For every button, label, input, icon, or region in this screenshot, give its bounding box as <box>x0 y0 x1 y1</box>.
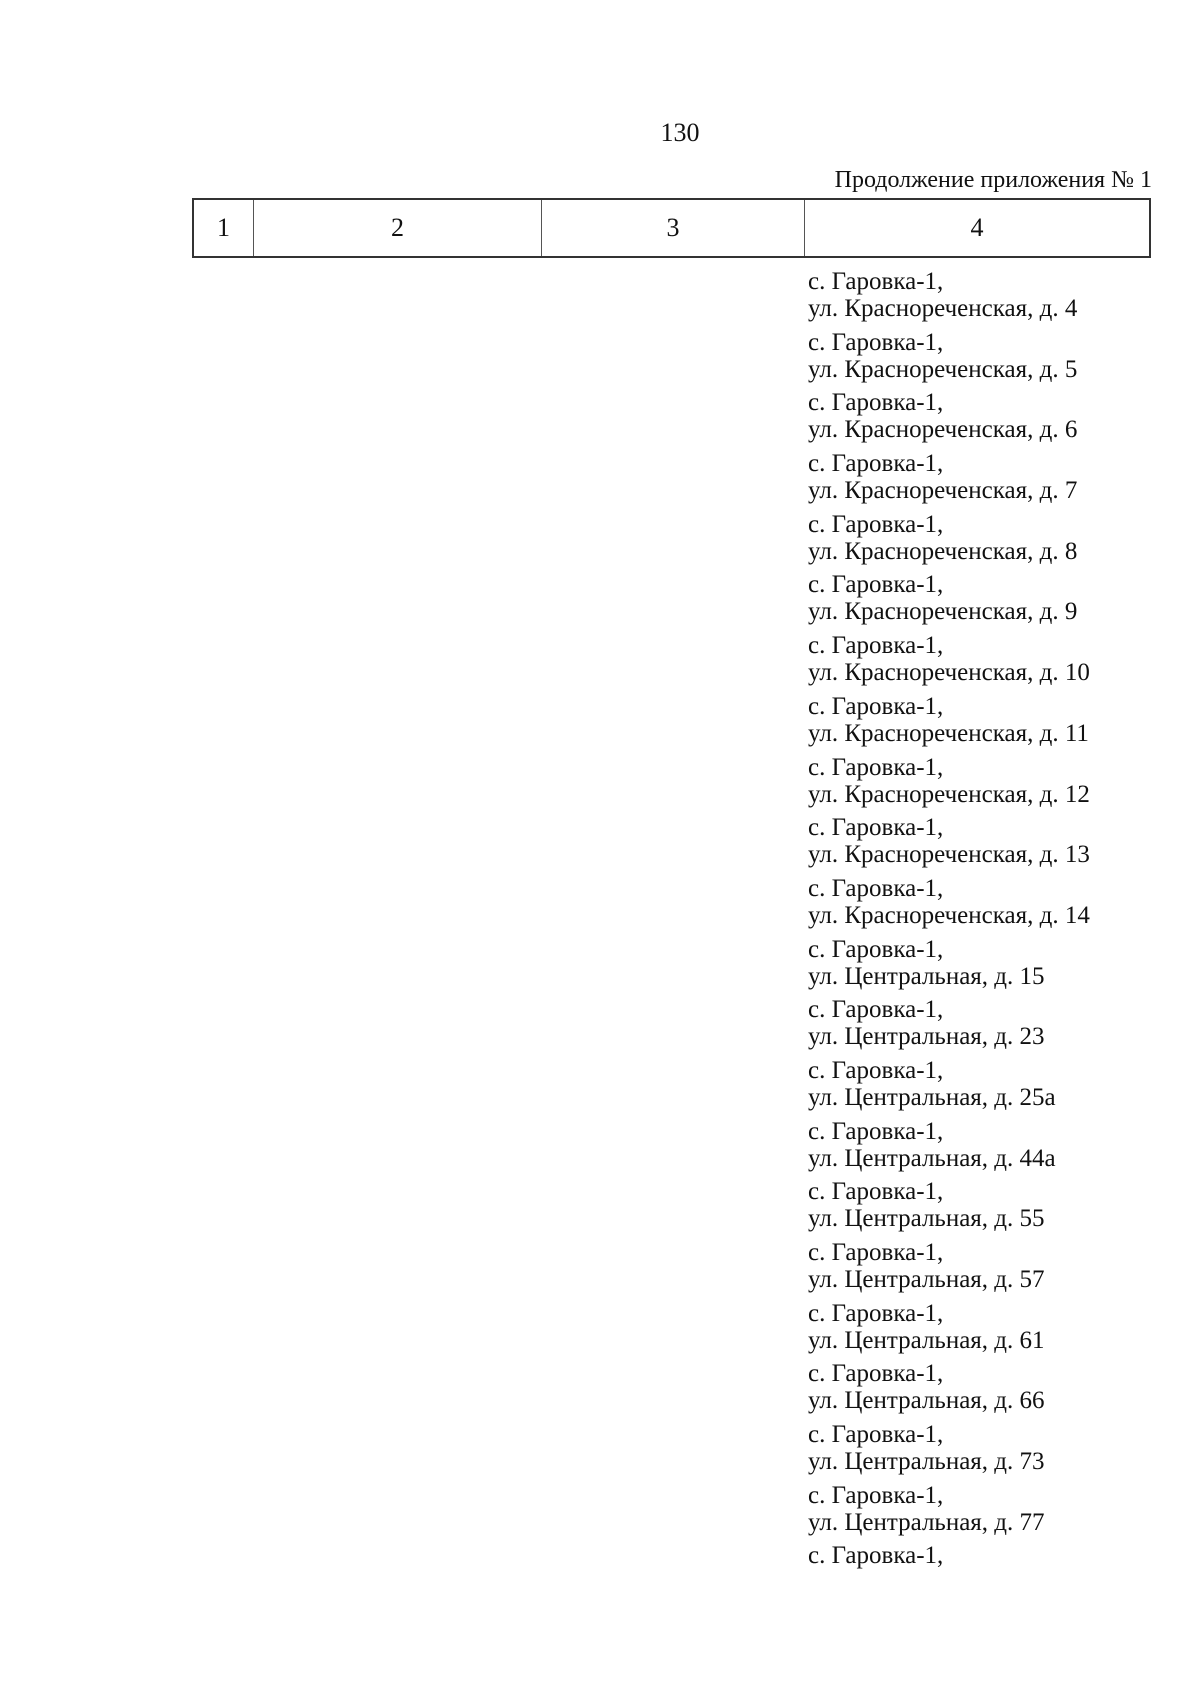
table-header <box>192 198 1151 258</box>
address-settlement: с. Гаровка-1, <box>808 1239 944 1266</box>
address-street: ул. Краснореченская, д. 12 <box>808 780 1090 808</box>
address-street: ул. Центральная, д. 66 <box>808 1387 1045 1415</box>
list-item <box>808 511 1168 572</box>
address-settlement: с. Гаровка-1, <box>808 1117 944 1145</box>
address-street: ул. Краснореченская, д. 7 <box>808 477 1078 505</box>
list-item <box>808 389 1168 450</box>
address-settlement: с. Гаровка-1, <box>808 328 944 356</box>
list-item <box>808 936 1168 997</box>
address-street: ул. Центральная, д. 61 <box>808 1326 1045 1354</box>
address-street: ул. Краснореченская, д. 5 <box>808 355 1078 383</box>
address-settlement: с. Гаровка-1, <box>808 1481 944 1509</box>
address-street: ул. Центральная, д. 25а <box>808 1083 1056 1111</box>
address-street: ул. Центральная, д. 73 <box>808 1448 1045 1476</box>
address-settlement: с. Гаровка-1, <box>808 268 944 295</box>
list-item <box>808 1482 1168 1543</box>
column-header-2: 2 <box>254 200 542 256</box>
address-street: ул. Краснореченская, д. 14 <box>808 901 1090 929</box>
address-settlement: с. Гаровка-1, <box>808 1542 944 1570</box>
address-street: ул. Центральная, д. 23 <box>808 1023 1045 1051</box>
address-settlement: с. Гаровка-1, <box>808 692 944 720</box>
list-item <box>808 450 1168 511</box>
address-settlement: с. Гаровка-1, <box>808 389 944 417</box>
list-item <box>808 1421 1168 1482</box>
address-settlement: с. Гаровка-1, <box>808 996 944 1024</box>
list-item <box>808 1542 1168 1603</box>
address-settlement: с. Гаровка-1, <box>808 571 944 599</box>
address-street: ул. Краснореченская, д. 6 <box>808 416 1078 444</box>
address-street: ул. Краснореченская, д. 9 <box>808 598 1078 626</box>
address-street: ул. Краснореченская, д. 4 <box>808 295 1078 322</box>
address-settlement: с. Гаровка-1, <box>808 935 944 963</box>
address-street: ул. Краснореченская, д. 11 <box>808 719 1089 747</box>
page-number: 130 <box>660 118 700 147</box>
column-header-4: 4 <box>970 213 984 242</box>
address-settlement: с. Гаровка-1, <box>808 1299 944 1327</box>
address-street: ул. Краснореченская, д. 13 <box>808 841 1090 869</box>
address-settlement: с. Гаровка-1, <box>808 450 944 478</box>
address-street: ул. Центральная, д. 57 <box>808 1266 1045 1293</box>
column-header-3: 3 <box>542 200 805 256</box>
list-item <box>808 1360 1168 1421</box>
list-item <box>808 1057 1168 1118</box>
list-item <box>808 571 1168 632</box>
address-settlement: с. Гаровка-1, <box>808 1056 944 1084</box>
list-item <box>808 996 1168 1057</box>
address-street: ул. Краснореченская, д. 8 <box>808 537 1078 565</box>
address-settlement: с. Гаровка-1, <box>808 1178 944 1206</box>
list-item <box>808 632 1168 693</box>
list-item <box>808 814 1168 875</box>
column-header-1: 1 <box>194 200 254 256</box>
address-street: ул. Центральная, д. 77 <box>808 1508 1045 1536</box>
address-settlement: с. Гаровка-1, <box>808 753 944 781</box>
list-item <box>808 875 1168 936</box>
address-list <box>808 268 1168 1603</box>
address-settlement: с. Гаровка-1, <box>808 874 944 902</box>
address-street: ул. Центральная, д. 15 <box>808 962 1045 990</box>
list-item <box>808 1118 1168 1179</box>
continuation-label: Продолжение приложения № 1 <box>834 167 1152 193</box>
address-street: ул. Центральная, д. 55 <box>808 1205 1045 1233</box>
address-settlement: с. Гаровка-1, <box>808 632 944 660</box>
list-item <box>808 1300 1168 1361</box>
list-item <box>808 1178 1168 1239</box>
list-item <box>808 693 1168 754</box>
list-item <box>808 1239 1168 1300</box>
list-item <box>808 754 1168 815</box>
address-settlement: с. Гаровка-1, <box>808 1360 944 1388</box>
address-street: ул. Краснореченская, д. 10 <box>808 659 1090 687</box>
list-item <box>808 268 1168 329</box>
address-settlement: с. Гаровка-1, <box>808 1421 944 1449</box>
list-item <box>808 329 1168 390</box>
address-settlement: с. Гаровка-1, <box>808 510 944 538</box>
address-settlement: с. Гаровка-1, <box>808 814 944 842</box>
address-street: ул. Центральная, д. 44а <box>808 1144 1056 1172</box>
